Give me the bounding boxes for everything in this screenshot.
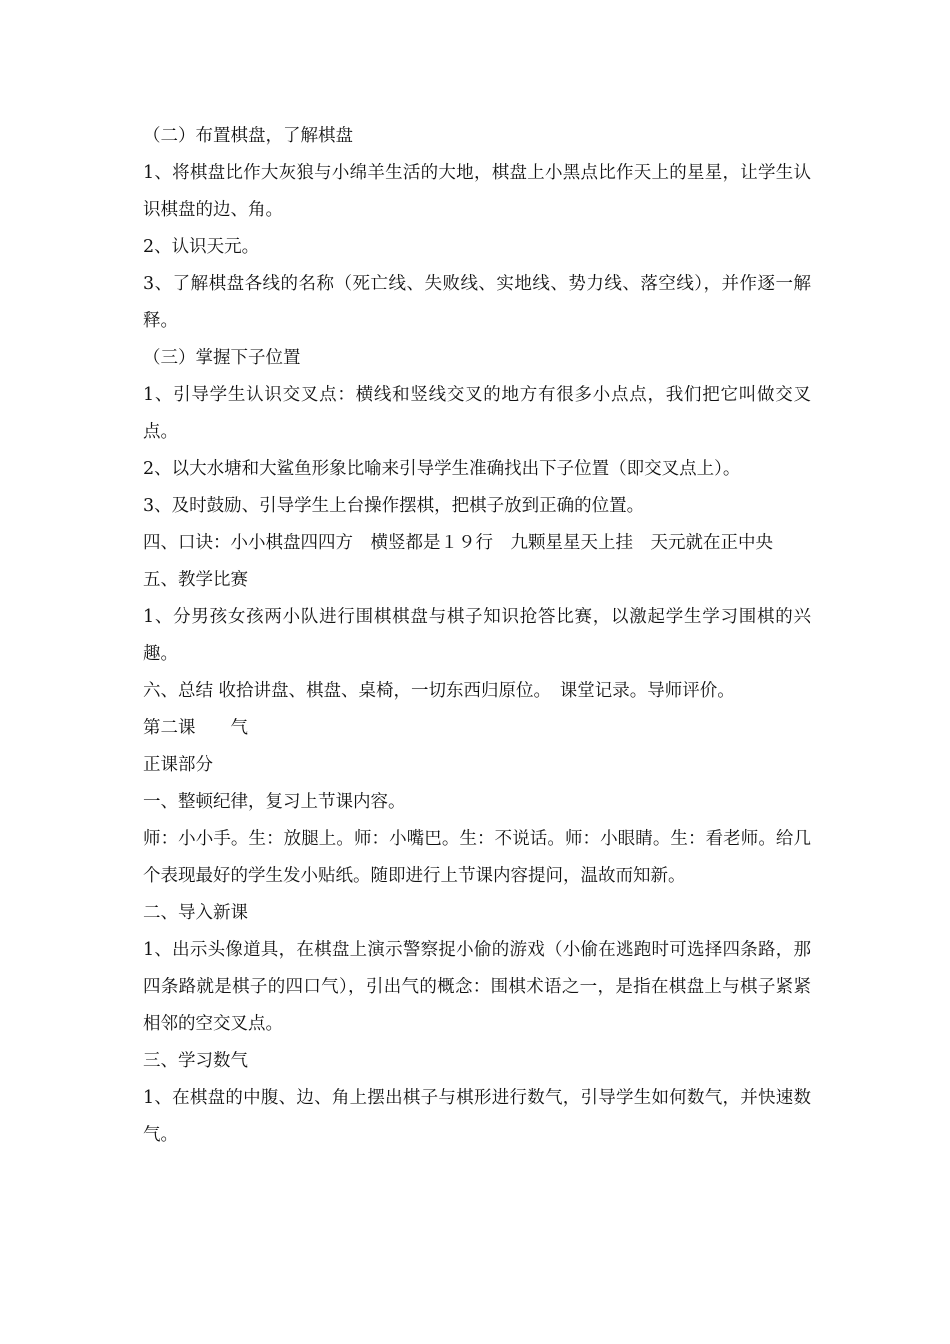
paragraph: 2、认识天元。 [143,237,260,257]
section-heading-main-part: 正课部分 [143,755,213,775]
summary-paragraph: 六、总结 收拾讲盘、棋盘、桌椅，一切东西归原位。 课堂记录。导师评价。 [143,681,735,701]
section-heading-counting-liberties: 三、学习数气 [143,1051,248,1071]
paragraph: 1、在棋盘的中腹、边、角上摆出棋子与棋形进行数气，引导学生如何数气，并快速数气。 [143,1088,811,1145]
lesson-title: 第二课 气 [143,718,248,738]
paragraph: 1、出示头像道具，在棋盘上演示警察捉小偷的游戏（小偷在逃跑时可选择四条路，那四条路就是棋子的四口气），引出气的概念：围棋术语之一，是指在棋盘上与棋子紧紧相邻的空交叉点。 [143,940,811,1034]
paragraph: 1、引导学生认识交叉点：横线和竖线交叉的地方有很多小点点，我们把它叫做交叉点。 [143,385,811,442]
paragraph: 师：小小手。生：放腿上。师：小嘴巴。生：不说话。师：小眼睛。生：看老师。给几个表现最好的学生发小贴纸。随即进行上节课内容提问，温故而知新。 [143,829,811,886]
section-heading-discipline: 一、整顿纪律，复习上节课内容。 [143,792,406,812]
section-heading-stone-position: （三）掌握下子位置 [143,348,301,368]
mnemonic-paragraph: 四、口诀：小小棋盘四四方 横竖都是１９行 九颗星星天上挂 天元就在正中央 [143,533,773,553]
section-heading-new-lesson: 二、导入新课 [143,903,248,923]
paragraph: 3、了解棋盘各线的名称（死亡线、失败线、实地线、势力线、落空线），并作逐一解释。 [143,274,811,331]
paragraph: 3、及时鼓励、引导学生上台操作摆棋，把棋子放到正确的位置。 [143,496,645,516]
paragraph: 1、将棋盘比作大灰狼与小绵羊生活的大地，棋盘上小黑点比作天上的星星，让学生认识棋盘的边、角。 [143,163,811,220]
document-body [143,118,811,1154]
paragraph: 2、以大水塘和大鲨鱼形象比喻来引导学生准确找出下子位置（即交叉点上）。 [143,459,741,479]
section-heading-competition: 五、教学比赛 [143,570,248,590]
paragraph: 1、分男孩女孩两小队进行围棋棋盘与棋子知识抢答比赛，以激起学生学习围棋的兴趣。 [143,607,811,664]
section-heading-board-setup: （二）布置棋盘，了解棋盘 [143,126,353,146]
